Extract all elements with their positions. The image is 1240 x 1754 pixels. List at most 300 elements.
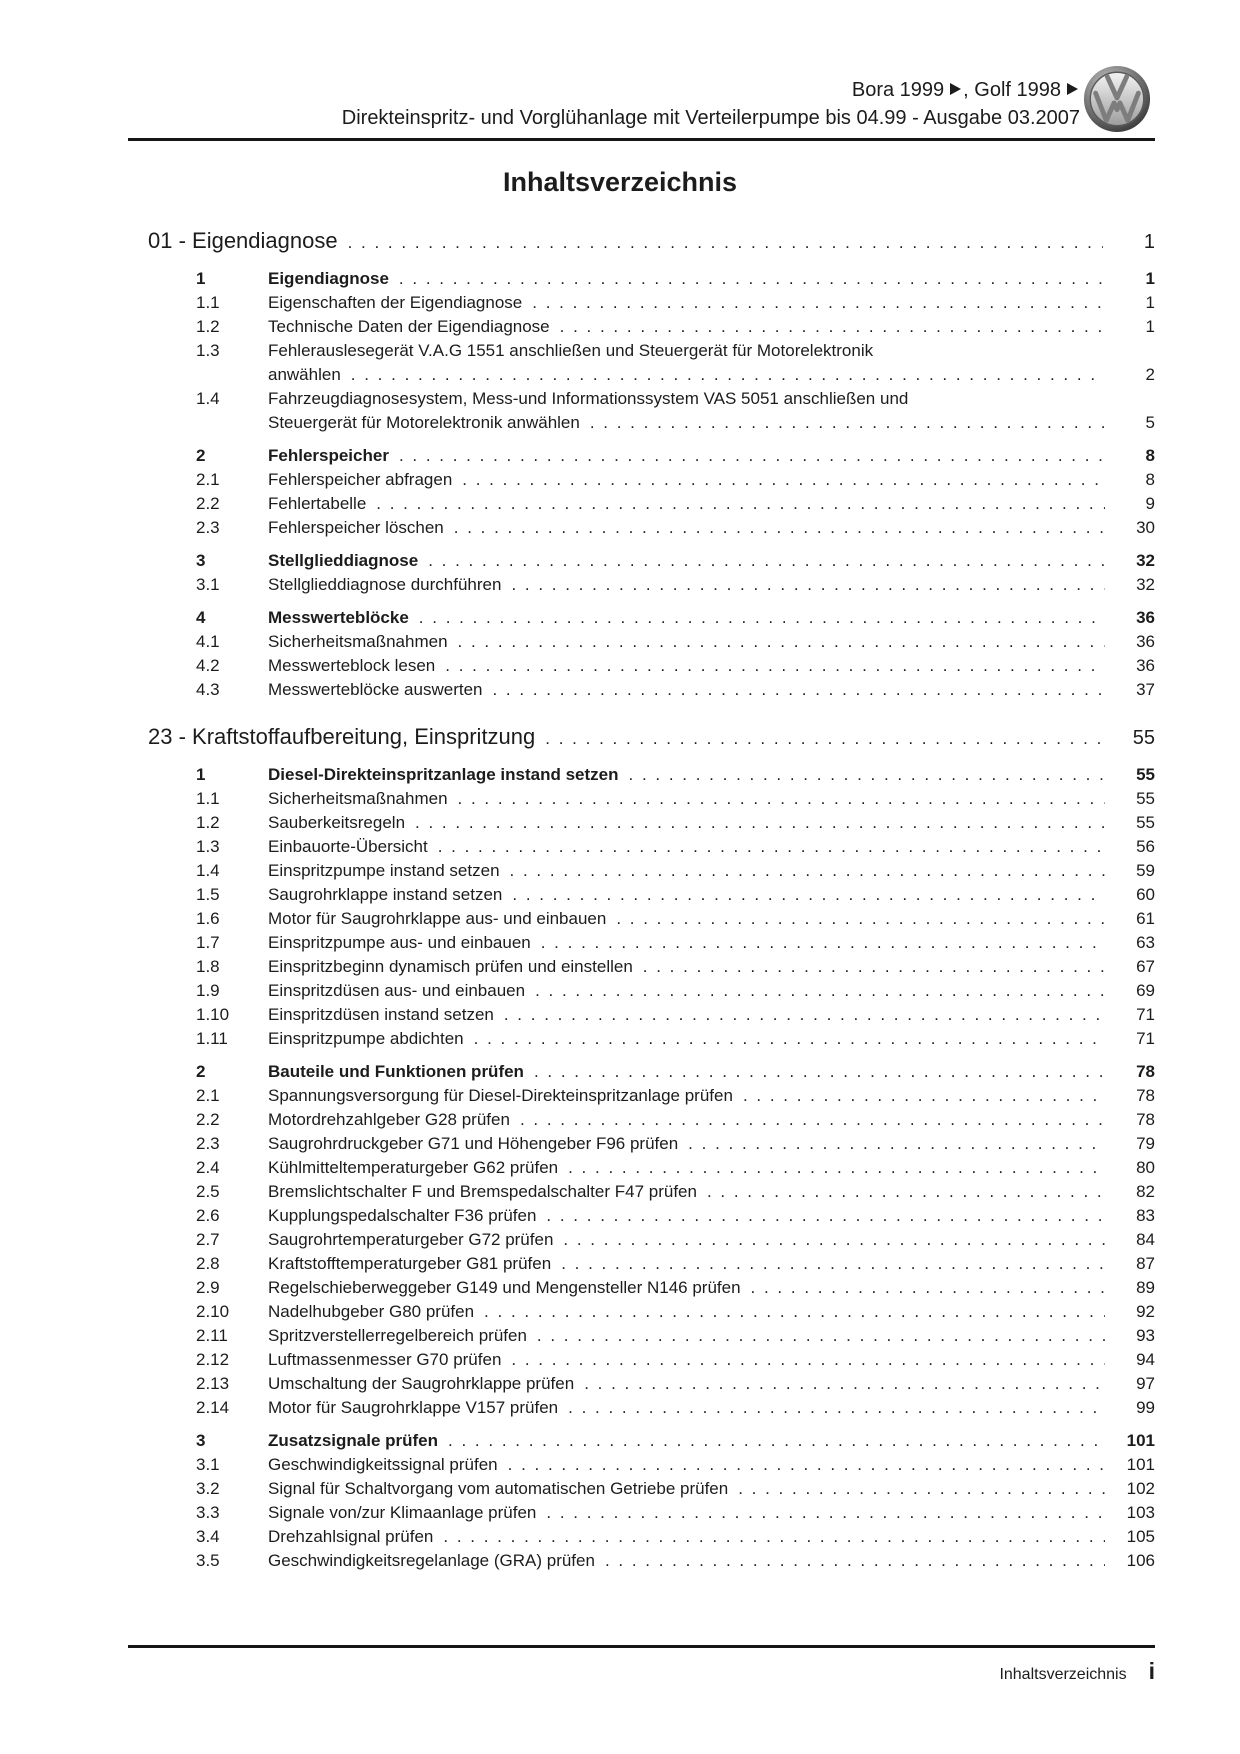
toc-entry-page: 37 (1136, 680, 1155, 699)
toc-entry-line (268, 859, 1155, 883)
footer-page-number: i (1148, 1658, 1155, 1684)
toc-entry-title: Motor für Saugrohrklappe aus- und einbauen (268, 909, 607, 928)
toc-entry-title: Signale von/zur Klimaanlage prüfen (268, 1503, 537, 1522)
toc-entry-number: 3.1 (196, 575, 220, 594)
header-models-line (128, 76, 1155, 104)
dot-leader (560, 315, 1105, 339)
toc-entry (196, 979, 1155, 1003)
toc-chapter-page: 55 (1132, 727, 1155, 749)
toc-entry-body (268, 516, 1155, 540)
toc-entry-body (268, 811, 1155, 835)
toc-entry-number: 1.1 (196, 293, 220, 312)
dot-leader (707, 1180, 1105, 1204)
toc-entry (196, 1060, 1155, 1084)
dot-leader (545, 724, 1103, 754)
toc-entry-title: Diesel-Direkteinspritzanlage instand setzen (268, 765, 619, 784)
arrow-right-icon (1067, 83, 1078, 95)
dot-leader (616, 907, 1105, 931)
toc-entry-body (268, 267, 1155, 291)
dot-leader (348, 228, 1103, 258)
toc-entry (196, 1525, 1155, 1549)
toc-entry-page: 82 (1136, 1182, 1155, 1201)
arrow-right-icon (950, 83, 961, 95)
toc-entry-line (268, 1003, 1155, 1027)
toc-entry (196, 468, 1155, 492)
toc-entry-title: Sicherheitsmaßnahmen (268, 789, 448, 808)
toc-entry-number: 3.4 (196, 1527, 220, 1546)
toc-entry-page: 63 (1136, 933, 1155, 952)
toc-entry-line (268, 1372, 1155, 1396)
toc-entry (196, 1180, 1155, 1204)
toc-entry-title-continued: anwählen (268, 365, 341, 384)
toc-entry-body (268, 1027, 1155, 1051)
toc-entry-body (268, 1156, 1155, 1180)
toc-entry-body (268, 678, 1155, 702)
dot-leader (415, 811, 1105, 835)
toc-entry-body (268, 931, 1155, 955)
toc-entry-page: 1 (1145, 269, 1155, 288)
toc-entry-body (268, 1477, 1155, 1501)
toc-entry (196, 1108, 1155, 1132)
dot-leader (512, 883, 1105, 907)
toc-entry (196, 1276, 1155, 1300)
toc-entry (196, 573, 1155, 597)
toc-entry (196, 1501, 1155, 1525)
toc-entry-line (268, 549, 1155, 573)
toc-entry (196, 835, 1155, 859)
toc-entry-body (268, 1453, 1155, 1477)
toc-entry-number: 4.1 (196, 632, 220, 651)
toc-entry-number: 2.13 (196, 1374, 230, 1393)
toc-entry (196, 1396, 1155, 1420)
toc-entry-page: 32 (1136, 551, 1155, 570)
toc-entry-line (268, 1396, 1155, 1420)
toc-chapter-title: 23 - Kraftstoffaufbereitung, Einspritzung (148, 724, 536, 749)
toc-entry-title: Fahrzeugdiagnosesystem, Mess-und Informationssystem VAS 5051 anschließen und (268, 389, 909, 408)
toc-entry-line (268, 1108, 1155, 1132)
toc-entry-body (268, 787, 1155, 811)
toc-entry-title: Fehlerspeicher abfragen (268, 470, 453, 489)
toc-entry-line (268, 573, 1155, 597)
toc-entry-line (268, 444, 1155, 468)
dot-leader (428, 549, 1105, 573)
toc-entry-line (268, 1549, 1155, 1573)
toc-entry (196, 1348, 1155, 1372)
toc-entry-line (268, 654, 1155, 678)
toc-entry-line (268, 1027, 1155, 1051)
toc-entry-page: 94 (1136, 1350, 1155, 1369)
dot-leader (688, 1132, 1105, 1156)
toc-entry-page: 83 (1136, 1206, 1155, 1225)
toc-entry-page: 8 (1145, 446, 1155, 465)
dot-leader (458, 630, 1105, 654)
toc-entry-page: 55 (1136, 765, 1155, 784)
dot-leader (376, 492, 1105, 516)
dot-leader (510, 859, 1105, 883)
toc-entry (196, 516, 1155, 540)
toc-entry-number: 1.1 (196, 789, 220, 808)
toc-entry (196, 1084, 1155, 1108)
toc-entry-number: 3.5 (196, 1551, 220, 1570)
toc-entry-number: 2 (196, 446, 206, 465)
toc-entry-title: Drehzahlsignal prüfen (268, 1527, 434, 1546)
toc-entry (196, 1372, 1155, 1396)
toc-entry-page: 56 (1136, 837, 1155, 856)
toc-entry-number: 1 (196, 269, 206, 288)
toc-entry (196, 1429, 1155, 1453)
toc-entry (196, 291, 1155, 315)
toc-entry (196, 883, 1155, 907)
dot-leader (458, 787, 1105, 811)
toc-entry-number: 4.2 (196, 656, 220, 675)
toc-entry-body (268, 1132, 1155, 1156)
toc-entry-page: 102 (1126, 1479, 1155, 1498)
toc-chapter-title: 01 - Eigendiagnose (148, 228, 338, 253)
toc-entry-number: 1.6 (196, 909, 220, 928)
toc-entry-number: 1.4 (196, 861, 220, 880)
dot-leader (584, 1372, 1105, 1396)
toc-entry-body (268, 1501, 1155, 1525)
toc-entry-number: 2.9 (196, 1278, 220, 1297)
toc-entry (196, 1324, 1155, 1348)
toc-entry-title: Einspritzbeginn dynamisch prüfen und einstellen (268, 957, 633, 976)
toc-entry (196, 859, 1155, 883)
toc-entry-body (268, 955, 1155, 979)
toc-entry-title: Einspritzdüsen instand setzen (268, 1005, 494, 1024)
toc-entry (196, 763, 1155, 787)
toc-entry-page: 8 (1145, 470, 1155, 489)
toc-entry-body (268, 1084, 1155, 1108)
toc-entry (196, 1156, 1155, 1180)
toc-entry-title: Einspritzpumpe abdichten (268, 1029, 464, 1048)
toc-entry (196, 654, 1155, 678)
toc-entry-page: 71 (1136, 1005, 1155, 1024)
toc-entry-title: Kraftstofftemperaturgeber G81 prüfen (268, 1254, 552, 1273)
toc-entry-number: 2.7 (196, 1230, 220, 1249)
toc-entry-page: 69 (1136, 981, 1155, 1000)
toc-entry-page: 105 (1126, 1527, 1155, 1546)
toc-entry-page: 99 (1136, 1398, 1155, 1417)
toc-entry-title: Spritzverstellerregelbereich prüfen (268, 1326, 527, 1345)
dot-leader (454, 516, 1105, 540)
toc-entry-number: 2.4 (196, 1158, 220, 1177)
dot-leader (568, 1396, 1105, 1420)
toc-entry-line (268, 678, 1155, 702)
toc-entry-title: Eigenschaften der Eigendiagnose (268, 293, 523, 312)
toc-entry-title: Messwerteblock lesen (268, 656, 436, 675)
toc-entry-title: Geschwindigkeitsregelanlage (GRA) prüfen (268, 1551, 595, 1570)
toc-entry-number: 2.10 (196, 1302, 230, 1321)
toc-entry-page: 36 (1136, 608, 1155, 627)
toc-entry-title: Saugrohrklappe instand setzen (268, 885, 503, 904)
toc-entry-body (268, 1300, 1155, 1324)
toc-entry-title: Einspritzpumpe instand setzen (268, 861, 500, 880)
dot-leader (534, 1060, 1105, 1084)
toc-entry-body (268, 606, 1155, 630)
header-model-golf: , Golf 1998 (963, 79, 1061, 101)
toc-entry-number: 2.1 (196, 1086, 220, 1105)
toc-entry-title: Luftmassenmesser G70 prüfen (268, 1350, 502, 1369)
toc-entry-number: 2.2 (196, 494, 220, 513)
footer-rule (128, 1645, 1155, 1648)
toc-entry-title: Messwerteblöcke (268, 608, 409, 627)
toc-entry-body (268, 1324, 1155, 1348)
toc-entry-title: Fehlerspeicher löschen (268, 518, 444, 537)
toc-entry-title: Geschwindigkeitssignal prüfen (268, 1455, 498, 1474)
toc-entry-title: Stellglieddiagnose durchführen (268, 575, 502, 594)
toc-entry-body (268, 444, 1155, 468)
toc-entry-line (268, 1252, 1155, 1276)
toc-entry-line (268, 1525, 1155, 1549)
toc-entry-line (268, 1228, 1155, 1252)
toc-entry-page: 78 (1136, 1110, 1155, 1129)
toc-entry-line (268, 411, 1155, 435)
toc-entry-title: Einspritzpumpe aus- und einbauen (268, 933, 531, 952)
toc-entry-title: Zusatzsignale prüfen (268, 1431, 439, 1450)
toc-entry-page: 87 (1136, 1254, 1155, 1273)
toc-entry-title: Fehlertabelle (268, 494, 367, 513)
toc-entry-line (268, 606, 1155, 630)
toc-entry-body (268, 1372, 1155, 1396)
toc-entry-line (268, 291, 1155, 315)
toc-entry-number: 1.9 (196, 981, 220, 1000)
toc-entry-page: 61 (1136, 909, 1155, 928)
toc-entry-number: 4.3 (196, 680, 220, 699)
toc-entry-body (268, 1003, 1155, 1027)
toc-entry (196, 315, 1155, 339)
toc-entry-line (268, 1156, 1155, 1180)
toc-entry-number: 1.2 (196, 813, 220, 832)
toc-entry-number: 2 (196, 1062, 206, 1081)
toc-entry-body (268, 1228, 1155, 1252)
dot-leader (541, 931, 1105, 955)
toc-entry-body (268, 835, 1155, 859)
toc-entry-body (268, 315, 1155, 339)
toc-entry-line (268, 1060, 1155, 1084)
toc-entry-title: Einbauorte-Übersicht (268, 837, 428, 856)
dot-leader (443, 1525, 1105, 1549)
toc-entry-page: 5 (1145, 413, 1155, 432)
toc-entry-title: Eigendiagnose (268, 269, 389, 288)
dot-leader (484, 1300, 1105, 1324)
toc-entry (196, 1228, 1155, 1252)
dot-leader (738, 1477, 1105, 1501)
toc-entry-line (268, 1501, 1155, 1525)
toc-entry-page: 1 (1145, 317, 1155, 336)
toc-entry-title: Signal für Schaltvorgang vom automatischen Getriebe prüfen (268, 1479, 729, 1498)
toc-entry (196, 339, 1155, 387)
toc-entry (196, 267, 1155, 291)
toc-entry-number: 3.1 (196, 1455, 220, 1474)
toc-entry-number: 2.8 (196, 1254, 220, 1273)
toc-entry-number: 2.11 (196, 1326, 228, 1345)
toc-entry-page: 36 (1136, 632, 1155, 651)
toc-entry-title: Spannungsversorgung für Diesel-Direkteinspritzanlage prüfen (268, 1086, 733, 1105)
toc-entry (196, 387, 1155, 435)
dot-leader (419, 606, 1105, 630)
toc-entry-page: 78 (1136, 1062, 1155, 1081)
toc-entry (196, 630, 1155, 654)
dot-leader (462, 468, 1105, 492)
toc-entry-body (268, 763, 1155, 787)
toc-entry-number: 2.3 (196, 518, 220, 537)
toc-entry-page: 80 (1136, 1158, 1155, 1177)
toc-entry-body (268, 492, 1155, 516)
toc-entry-line (268, 516, 1155, 540)
dot-leader (399, 267, 1105, 291)
toc-entry (196, 1252, 1155, 1276)
toc-chapter-page: 1 (1143, 231, 1155, 253)
toc-entry-page: 30 (1136, 518, 1155, 537)
toc-entry-page: 71 (1136, 1029, 1155, 1048)
toc-entry-body (268, 573, 1155, 597)
dot-leader (546, 1204, 1105, 1228)
dot-leader (590, 411, 1105, 435)
toc-entry-title: Regelschieberweggeber G149 und Mengensteller N146 prüfen (268, 1278, 741, 1297)
toc-entry-line (268, 468, 1155, 492)
dot-leader (511, 1348, 1105, 1372)
toc-entry-page: 2 (1145, 365, 1155, 384)
toc-entry-line (268, 492, 1155, 516)
toc-entry-title: Motordrehzahlgeber G28 prüfen (268, 1110, 510, 1129)
toc-entry-body (268, 291, 1155, 315)
toc-entry-title: Saugrohrtemperaturgeber G72 prüfen (268, 1230, 554, 1249)
toc-entry-line (268, 883, 1155, 907)
toc-entry-number: 1.2 (196, 317, 220, 336)
toc-entry-body (268, 387, 1155, 435)
dot-leader (508, 1453, 1105, 1477)
toc-entry (196, 1204, 1155, 1228)
toc-entry-line (268, 363, 1155, 387)
dot-leader (751, 1276, 1105, 1300)
toc (128, 226, 1155, 1573)
toc-entry-number: 1.11 (196, 1029, 228, 1048)
toc-entry-number: 2.3 (196, 1134, 220, 1153)
toc-entry-number: 2.5 (196, 1182, 220, 1201)
toc-entry-line (268, 1453, 1155, 1477)
dot-leader (568, 1156, 1105, 1180)
toc-entry-title: Fehlerauslesegerät V.A.G 1551 anschließen und Steuergerät für Motorelektronik (268, 341, 874, 360)
toc-entry (196, 931, 1155, 955)
toc-entry-page: 93 (1136, 1326, 1155, 1345)
toc-entry-body (268, 859, 1155, 883)
toc-entry-page: 9 (1145, 494, 1155, 513)
toc-entry-line (268, 1084, 1155, 1108)
dot-leader (474, 1027, 1105, 1051)
toc-entry (196, 1132, 1155, 1156)
toc-entry-page: 79 (1136, 1134, 1155, 1153)
toc-entry-body (268, 907, 1155, 931)
toc-entry-number: 1 (196, 765, 206, 784)
vw-logo (1082, 64, 1152, 134)
toc-entry-page: 1 (1145, 293, 1155, 312)
toc-entry-line (268, 1276, 1155, 1300)
dot-leader (561, 1252, 1105, 1276)
toc-entry (196, 444, 1155, 468)
toc-entry-title: Bauteile und Funktionen prüfen (268, 1062, 524, 1081)
toc-entry-number: 2.2 (196, 1110, 220, 1129)
toc-entry-title: Einspritzdüsen aus- und einbauen (268, 981, 526, 1000)
toc-entry-title: Technische Daten der Eigendiagnose (268, 317, 550, 336)
toc-entry-title: Umschaltung der Saugrohrklappe prüfen (268, 1374, 575, 1393)
toc-entry-page: 60 (1136, 885, 1155, 904)
page-header (128, 0, 1155, 141)
toc-entry-body (268, 1348, 1155, 1372)
toc-entry-title: Fehlerspeicher (268, 446, 389, 465)
dot-leader (743, 1084, 1105, 1108)
toc-entry-line (268, 1300, 1155, 1324)
toc-entry-page: 32 (1136, 575, 1155, 594)
toc-entry-page: 92 (1136, 1302, 1155, 1321)
page-footer (128, 1645, 1155, 1685)
toc-entry (196, 907, 1155, 931)
header-subtitle: Direkteinspritz- und Vorglühanlage mit Verteilerpumpe bis 04.99 - Ausgabe 03.2007 (341, 107, 1080, 129)
toc-entry-body (268, 1108, 1155, 1132)
dot-leader (643, 955, 1105, 979)
toc-entry-line (268, 835, 1155, 859)
toc-entry-title: Nadelhubgeber G80 prüfen (268, 1302, 475, 1321)
toc-entry-page: 101 (1126, 1455, 1155, 1474)
toc-entry-line (268, 787, 1155, 811)
toc-entry-title: Sicherheitsmaßnahmen (268, 632, 448, 651)
toc-entry-title-continued: Steuergerät für Motorelektronik anwählen (268, 413, 580, 432)
toc-entry-title: Sauberkeitsregeln (268, 813, 406, 832)
toc-entry-line (268, 267, 1155, 291)
toc-entry-line (268, 763, 1155, 787)
toc-entry-line (268, 979, 1155, 1003)
header-model-bora: Bora 1999 (851, 79, 945, 101)
toc-entry-page: 55 (1136, 813, 1155, 832)
toc-entry (196, 1453, 1155, 1477)
header-rule (128, 138, 1155, 141)
dot-leader (445, 654, 1105, 678)
toc-entry-page: 84 (1136, 1230, 1155, 1249)
dot-leader (492, 678, 1105, 702)
toc-entry-number: 3 (196, 551, 206, 570)
toc-entry-title: Bremslichtschalter F und Bremspedalschalter F47 prüfen (268, 1182, 697, 1201)
toc-entry-number: 2.12 (196, 1350, 230, 1369)
toc-entry-body (268, 654, 1155, 678)
toc-entry-line (268, 931, 1155, 955)
toc-entry (196, 1549, 1155, 1573)
toc-entry-body (268, 1429, 1155, 1453)
toc-entry-page: 89 (1136, 1278, 1155, 1297)
toc-entry (196, 1477, 1155, 1501)
toc-entry-body (268, 1549, 1155, 1573)
toc-entry (196, 492, 1155, 516)
toc-entry-body (268, 1525, 1155, 1549)
toc-entry-body (268, 1204, 1155, 1228)
toc-entry-title: Kupplungspedalschalter F36 prüfen (268, 1206, 537, 1225)
toc-entry-body (268, 339, 1155, 387)
toc-entry-page: 78 (1136, 1086, 1155, 1105)
toc-entry-number: 4 (196, 608, 206, 627)
toc-entry-number: 1.8 (196, 957, 220, 976)
toc-entry-number: 1.5 (196, 885, 220, 904)
toc-entry-number: 2.14 (196, 1398, 230, 1417)
dot-leader (563, 1228, 1105, 1252)
toc-entry-number: 3.3 (196, 1503, 220, 1522)
toc-entry-body (268, 1060, 1155, 1084)
toc-entry-line (268, 1132, 1155, 1156)
toc-entry-number: 3.2 (196, 1479, 220, 1498)
toc-entry (196, 549, 1155, 573)
toc-entry-page: 106 (1126, 1551, 1155, 1570)
dot-leader (535, 979, 1105, 1003)
dot-leader (438, 835, 1105, 859)
toc-entry-line (268, 387, 1155, 411)
toc-entry-number: 1.4 (196, 389, 220, 408)
